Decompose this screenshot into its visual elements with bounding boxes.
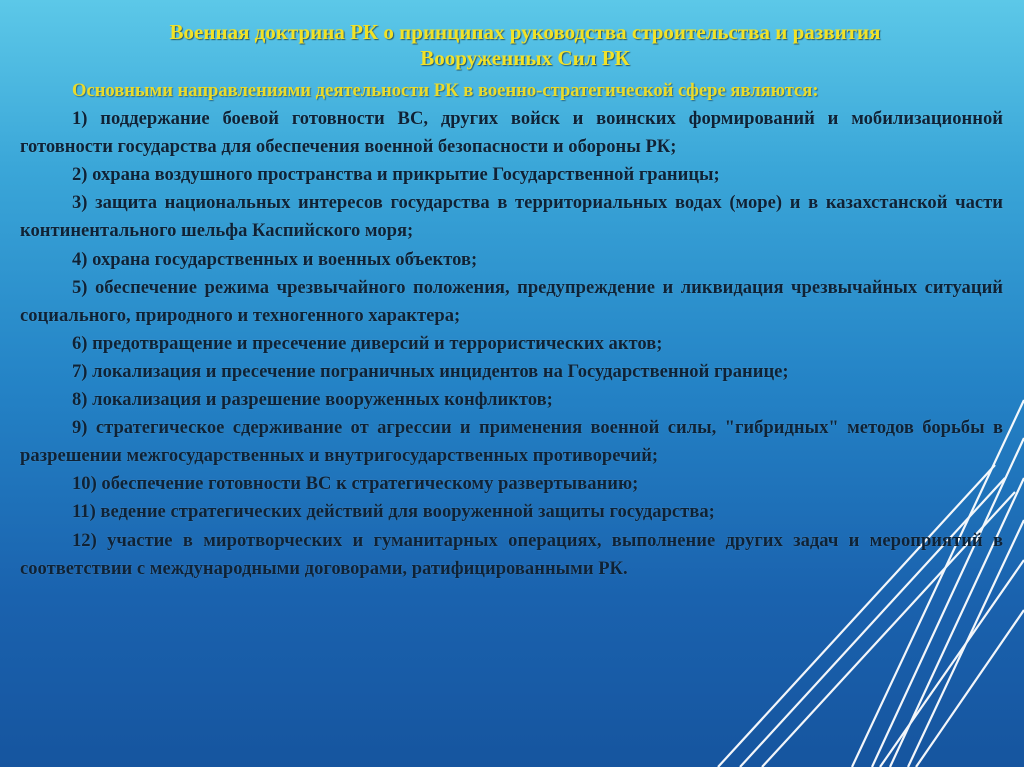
title-line-2: Вооруженных Сил РК <box>420 46 630 70</box>
list-item-4: 4) охрана государственных и военных объектов; <box>72 248 478 270</box>
list-item-12: 12) участие в миротворческих и гуманитарных операциях, выполнение других задач и мероприятий в соответствии с международными договорами, ратифицированными РК. <box>20 529 1003 579</box>
list-item-10: 10) обеспечение готовности ВС к стратегическому развертыванию; <box>72 473 639 495</box>
list-item-3: 3) защита национальных интересов государства в территориальных водах (море) и в казахстанской части континентального шельфа Каспийского моря; <box>20 192 1003 242</box>
list-item-5: 5) обеспечение режима чрезвычайного положения, предупреждение и ликвидация чрезвычайных ситуаций социального, природного и техногенного характера; <box>20 276 1003 326</box>
list-item-9: 9) стратегическое сдерживание от агрессии и применения военной силы, "гибридных" методов борьбы в разрешении межгосударственных и внутригосударственных противоречий; <box>20 417 1003 467</box>
list-item-1: 1) поддержание боевой готовности ВС, других войск и воинских формирований и мобилизационной готовности государства для обеспечения военной безопасности и обороны РК; <box>20 108 1003 158</box>
list-item-2: 2) охрана воздушного пространства и прикрытие Государственной границы; <box>72 164 720 186</box>
list-item-7: 7) локализация и пресечение пограничных инцидентов на Государственной границе; <box>72 360 789 382</box>
slide-title <box>60 19 990 71</box>
intro-paragraph: Основными направлениями деятельности РК в военно-стратегической сфере являются: <box>72 80 819 101</box>
slide-body <box>20 77 1003 583</box>
list-item-11: 11) ведение стратегических действий для вооруженной защиты государства; <box>72 501 715 523</box>
list-item-8: 8) локализация и разрешение вооруженных конфликтов; <box>72 389 553 411</box>
title-line-1: Военная доктрина РК о принципах руководства строительства и развития <box>169 20 881 44</box>
list-item-6: 6) предотвращение и пресечение диверсий и террористических актов; <box>72 332 663 354</box>
